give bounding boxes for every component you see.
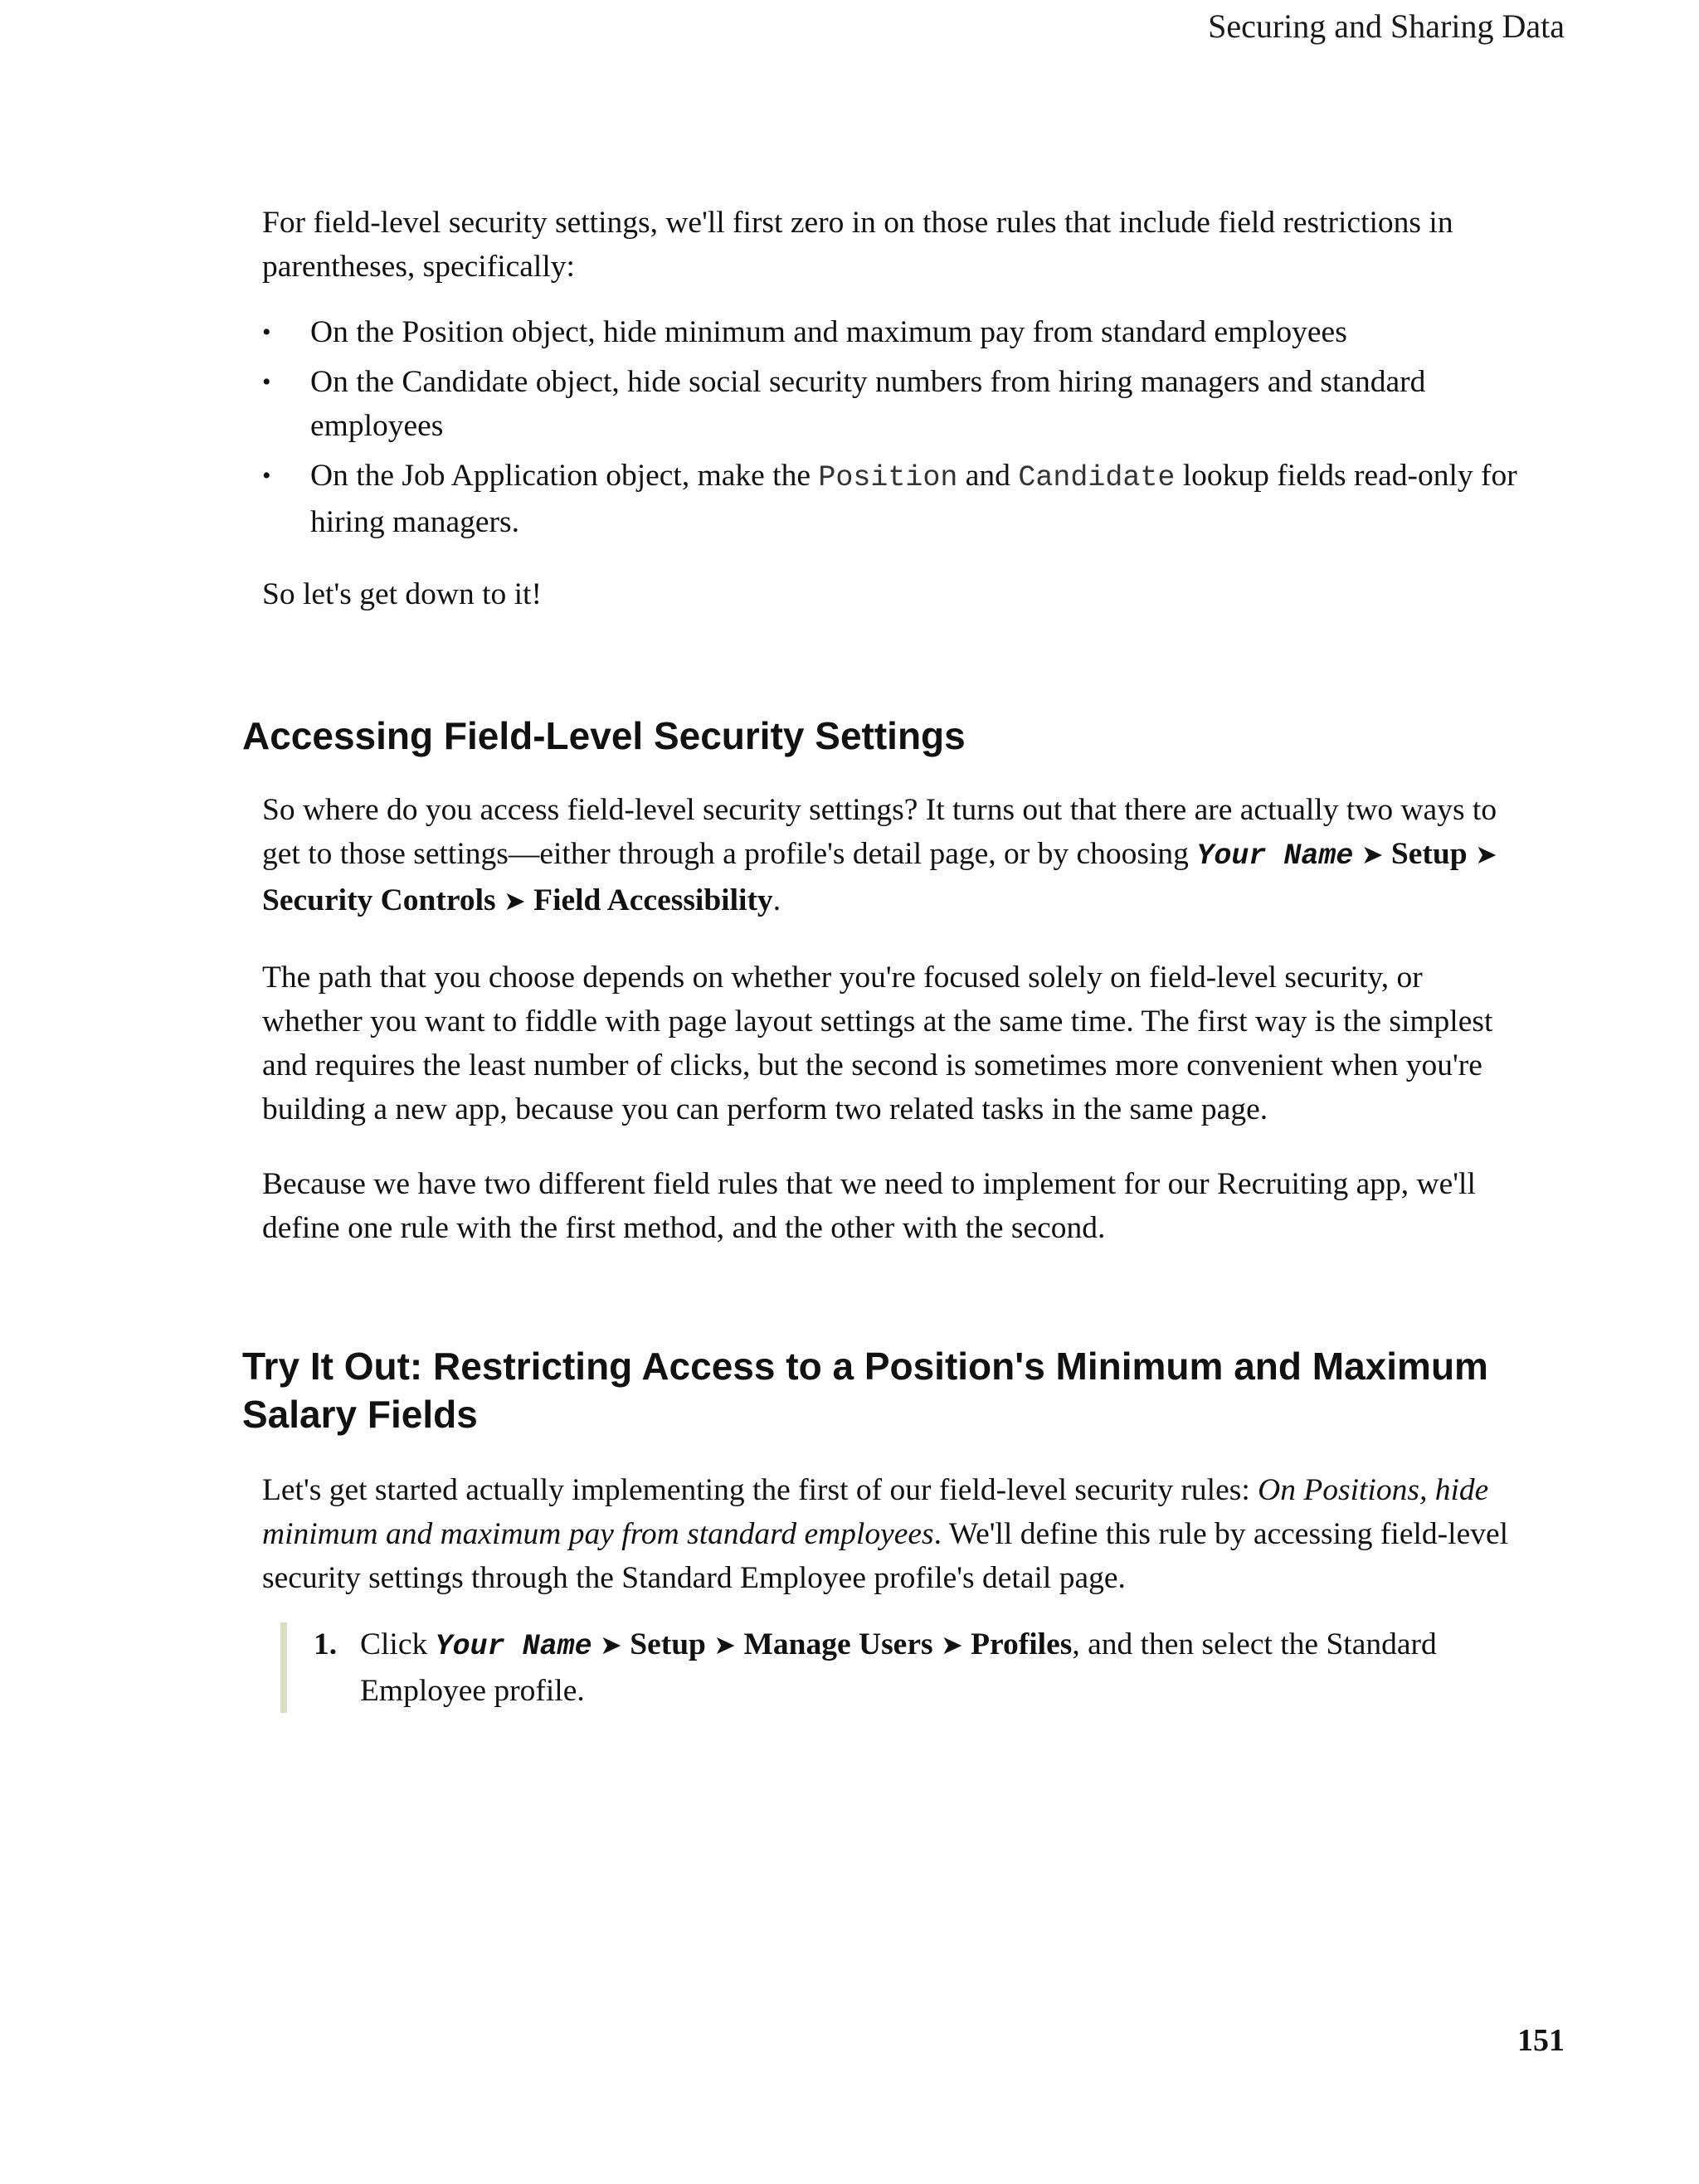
step-item	[314, 1622, 1556, 1713]
section-heading-try-it-out: Try It Out: Restricting Access to a Position's Minimum and Maximum Salary Fields	[242, 1345, 1488, 1436]
path-profiles: Profiles	[971, 1627, 1073, 1661]
path-field-accessibility: Field Accessibility	[533, 883, 773, 917]
section-heading-accessing: Accessing Field-Level Security Settings	[242, 714, 966, 757]
step-block	[280, 1622, 1556, 1713]
path-setup: Setup	[630, 1627, 706, 1661]
arrow-icon: ➤	[503, 885, 526, 917]
intro-closing: So let's get down to it!	[262, 577, 542, 611]
bullet-icon: •	[262, 319, 271, 346]
arrow-icon: ➤	[600, 1629, 622, 1661]
code-position: Position	[818, 461, 958, 494]
code-candidate: Candidate	[1018, 461, 1176, 494]
section1-paragraph-3: Because we have two different field rules that we need to implement for our Recruiting app, we'll define one rule with the first method, and the other with the second.	[262, 1167, 1476, 1245]
list-item: • On the Candidate object, hide social security numbers from hiring managers and standard employees	[262, 360, 1523, 448]
page-number: 151	[1517, 2023, 1565, 2058]
section1-paragraph-1: So where do you access field-level security settings? It turns out that there are actually two ways to get to those settings—either through a profile's detail page, or by choosing Your Name ➤ Setup ➤ Security Controls ➤ Field Accessibility.	[262, 793, 1497, 917]
bullet-icon: •	[262, 368, 271, 396]
path-manage-users: Manage Users	[743, 1627, 933, 1661]
bullet-icon: •	[262, 462, 271, 489]
list-item: • On the Job Application object, make the Position and Candidate lookup fields read-only for hiring managers.	[262, 454, 1523, 544]
arrow-icon: ➤	[713, 1629, 737, 1661]
code-your-name: Your Name	[1196, 839, 1354, 873]
step-text: Click Your Name ➤ Setup ➤ Manage Users ➤ Profiles, and then select the Standard Employee profile.	[360, 1627, 1437, 1708]
arrow-icon: ➤	[1474, 839, 1497, 870]
section1-paragraph-2: The path that you choose depends on whether you're focused solely on field-level security, or whether you want to fiddle with page layout settings at the same time. The first way is the simplest and requires the least number of clicks, but the second is sometimes more convenient when you're building a new app, because you can perform two related tasks in the same page.	[262, 961, 1493, 1126]
path-security-controls: Security Controls	[262, 883, 496, 917]
path-setup: Setup	[1390, 837, 1468, 871]
arrow-icon: ➤	[1361, 839, 1384, 870]
intro-bullet-list	[262, 310, 1523, 544]
list-item: • On the Position object, hide minimum and maximum pay from standard employees	[262, 310, 1523, 354]
running-header: Securing and Sharing Data	[1208, 7, 1565, 45]
section2-paragraph-1: Let's get started actually implementing the first of our field-level security rules: On Positions, hide minimum and maximum pay from standard employees. We'll define this rule by accessing field-level security settings through the Standard Employee profile's detail page.	[262, 1473, 1509, 1595]
intro-paragraph: For field-level security settings, we'll first zero in on those rules that include field restrictions in parentheses, specifically:	[262, 206, 1453, 284]
code-your-name: Your Name	[435, 1630, 592, 1663]
emphasis-rule: On Positions, hide minimum and maximum pay from standard employees	[262, 1473, 1489, 1551]
step-number: 1.	[314, 1627, 338, 1661]
arrow-icon: ➤	[940, 1629, 963, 1661]
